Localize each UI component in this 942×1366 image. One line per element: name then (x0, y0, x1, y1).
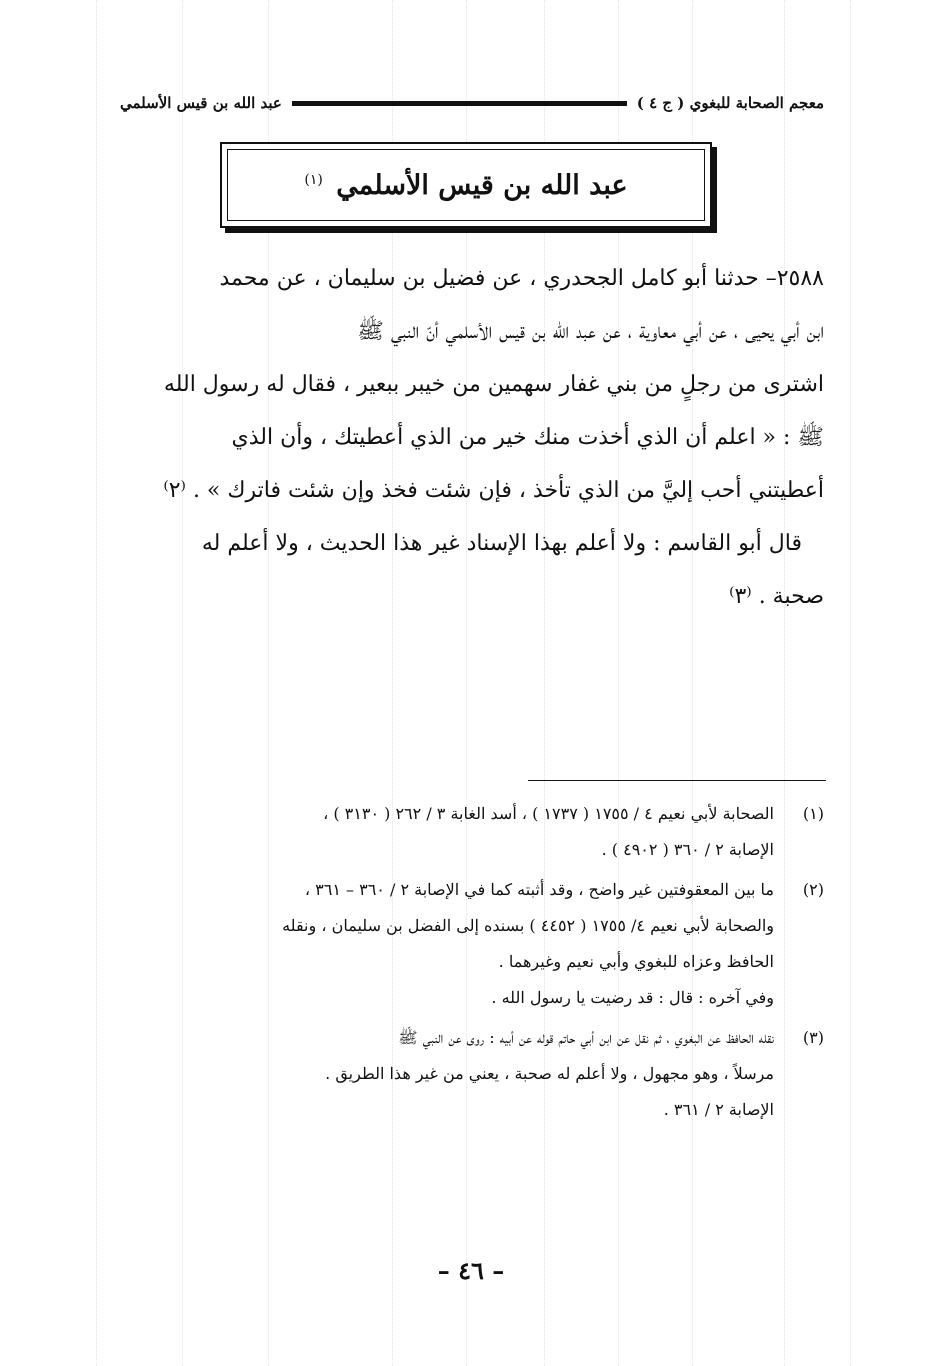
footnote-number: (٣) (802, 1028, 824, 1047)
main-text (118, 252, 824, 623)
footnote-line: الصحابة لأبي نعيم ٤ / ١٧٥٥ ( ١٧٣٧ ) ، أسد الغابة ٣ / ٢٦٢ ( ٣١٣٠ ) ، (323, 804, 774, 823)
commentary-line: صحبة . ⁽٣⁾ (729, 584, 824, 609)
entry-title-box (220, 142, 712, 228)
commentary-line: قال أبو القاسم : ولا أعلم بهذا الإسناد غير هذا الحديث ، ولا أعلم له (201, 531, 802, 556)
footnote-separator (528, 780, 826, 781)
footnote-line: وفي آخره : قال : قد رضيت يا رسول الله . (491, 988, 774, 1007)
page-number: – ٤٦ – (437, 1256, 505, 1285)
header-entry-title: عبد الله بن قيس الأسلمي (120, 94, 282, 112)
footnote-line: مرسلاً ، وهو مجهول ، ولا أعلم له صحبة ، يعني من غير هذا الطريق . (325, 1064, 774, 1083)
footnote-2 (112, 872, 824, 1016)
footnote-line: نقله الحافظ عن البغوي ، ثم نقل عن ابن أبي حاتم قوله عن أبيه : روى عن النبي ﷺ (398, 1028, 774, 1047)
footnote-line: ما بين المعقوفتين غير واضح ، وقد أثبته كما في الإصابة ٢ / ٣٦٠ – ٣٦١ ، (304, 880, 774, 899)
hadith-line: أعطيتني أحب إليَّ من الذي تأخذ ، فإن شئت فخذ وإن شئت فاترك » . ⁽٢⁾ (163, 478, 824, 503)
footnote-line: الحافظ وعزاه للبغوي وأبي نعيم وغيرهما . (498, 952, 774, 971)
footnote-body (112, 872, 774, 1016)
hadith-line: ﷺ : « اعلم أن الذي أخذت منك خير من الذي أعطيتك ، وأن الذي (231, 425, 824, 450)
footnote-number: (١) (802, 804, 824, 823)
hadith-line: اشترى من رجلٍ من بني غفار سهمين من خيبر ببعير ، فقال له رسول الله (163, 372, 824, 397)
running-header (120, 88, 824, 118)
entry-title-text: عبد الله بن قيس الأسلمي (336, 169, 628, 201)
entry-title (304, 170, 627, 201)
footnote-body (112, 1020, 774, 1128)
title-footnote-ref: (١) (304, 171, 323, 188)
footnotes (112, 796, 824, 1132)
footnote-body (112, 796, 774, 868)
footnote-1 (112, 796, 824, 868)
header-book-title: معجم الصحابة للبغوي ( ج ٤ ) (636, 94, 824, 112)
footnote-3 (112, 1020, 824, 1128)
hadith-line: ٢٥٨٨– حدثنا أبو كامل الجحدري ، عن فضيل بن سليمان ، عن محمد (219, 266, 824, 291)
footnote-line: الإصابة ٢ / ٣٦٠ ( ٤٩٠٢ ) . (601, 840, 774, 859)
footnote-line: والصحابة لأبي نعيم ٤/ ١٧٥٥ ( ٤٤٥٢ ) بسنده إلى الفضل بن سليمان ، ونقله (282, 916, 774, 935)
hadith-line: ابن أبي يحيى ، عن أبي معاوية ، عن عبد الله بن قيس الأسلمي أنّ النبي ﷺ (357, 319, 824, 344)
header-rule (292, 101, 627, 106)
footnote-line: الإصابة ٢ / ٣٦١ . (663, 1100, 774, 1119)
footnote-number: (٢) (802, 880, 824, 899)
